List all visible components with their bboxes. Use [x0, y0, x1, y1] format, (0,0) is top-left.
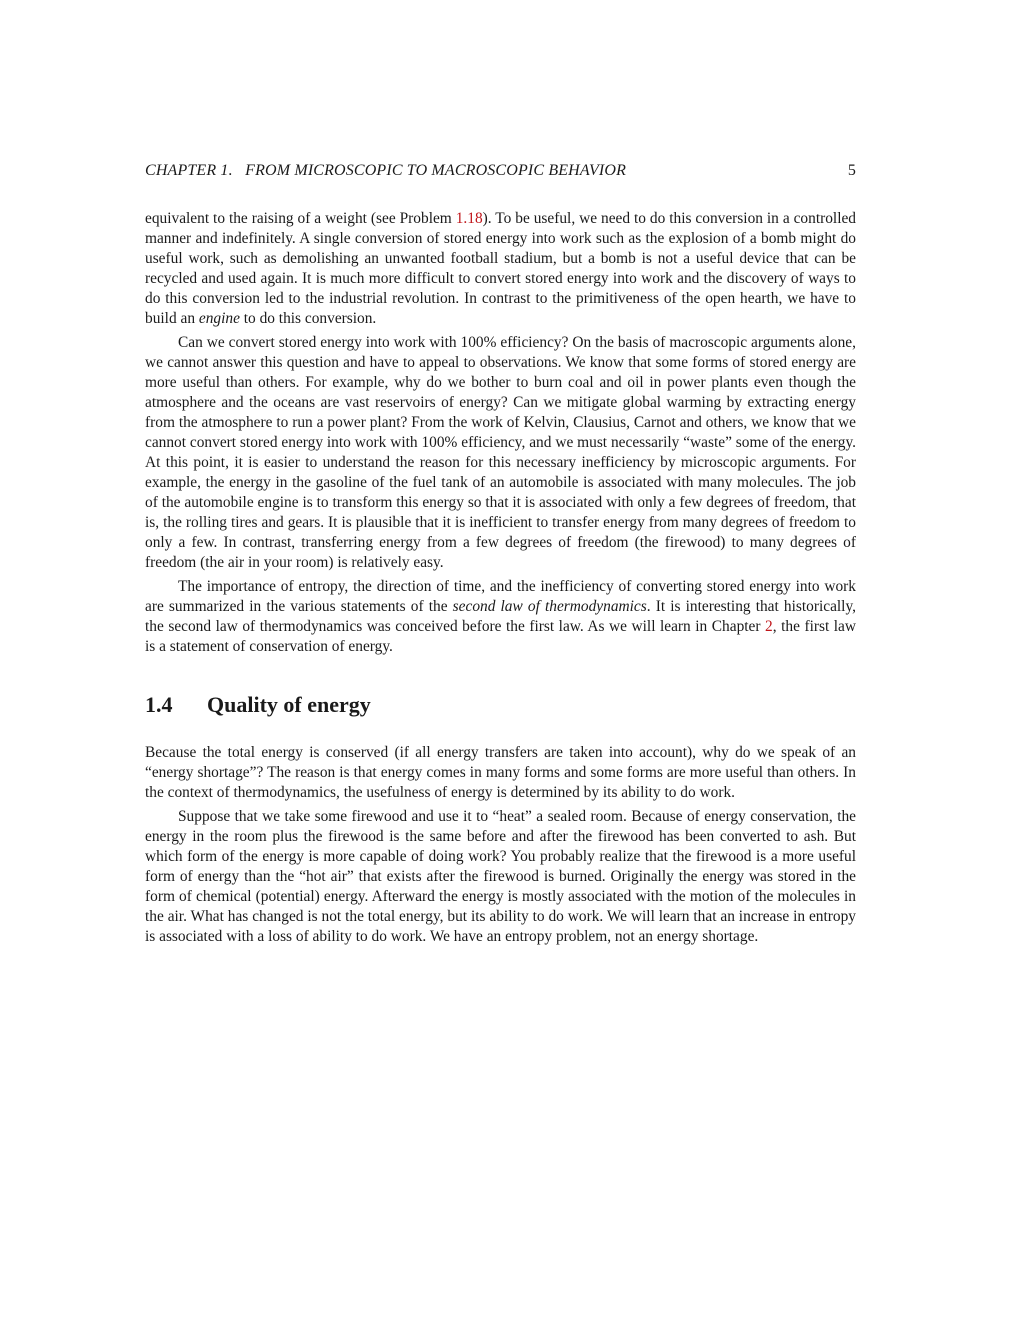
paragraph-3-text-c: , the first law is a statement of conservation of energy.	[145, 618, 856, 655]
engine-emphasis: engine	[198, 310, 240, 327]
paragraph-1-text-a: equivalent to the raising of a weight (see Problem	[145, 210, 456, 227]
chapter-label: CHAPTER 1.	[145, 162, 233, 179]
chapter-title: FROM MICROSCOPIC TO MACROSCOPIC BEHAVIOR	[245, 162, 627, 179]
paragraph-1-text-b: ). To be useful, we need to do this conversion in a controlled manner and indefinitely. A single conversion of stored energy into work such as the explosion of a bomb might do useful work, such as demolishing an unwanted football stadium, but a bomb is not a useful device that can be recycled and used again. It is much more difficult to convert stored energy into work and the discovery of ways to do this conversion led to the industrial revolution. In contrast to the primitiveness of the open hearth, we have to build an	[145, 210, 856, 327]
section-heading	[145, 691, 856, 719]
problem-ref-link[interactable]: 1.18	[455, 210, 483, 227]
running-head	[145, 162, 856, 182]
paragraph-1	[145, 209, 856, 329]
second-law-emphasis: second law of thermodynamics	[452, 598, 647, 615]
section-number: 1.4	[145, 692, 173, 717]
paragraph-3-text-b: . It is interesting that historically, the second law of thermodynamics was conceived before the first law. As we will learn in Chapter	[145, 598, 857, 635]
section-title: Quality of energy	[207, 692, 371, 717]
paragraph-4: Because the total energy is conserved (if all energy transfers are taken into account), why do we speak of an “energy shortage”? The reason is that energy comes in many forms and some forms are more useful than others. In the context of thermodynamics, the usefulness of energy is determined by its ability to do work.	[145, 744, 856, 801]
paragraph-3-text-a: The importance of entropy, the direction of time, and the inefficiency of converting stored energy into work are summarized in the various statements of the	[145, 578, 856, 615]
paragraph-1-text-c: to do this conversion.	[239, 310, 377, 327]
page-number: 5	[847, 162, 856, 179]
paragraph-3	[145, 577, 856, 657]
paragraph-2: Can we convert stored energy into work with 100% efficiency? On the basis of macroscopic arguments alone, we cannot answer this question and have to appeal to observations. We know that some forms of stored energy are more useful than others. For example, why do we bother to burn coal and oil in power plants even though the atmosphere and the oceans are vast reservoirs of energy? Can we mitigate global warming by extracting energy from the atmosphere to run a power plant? From the work of Kelvin, Clausius, Carnot and others, we know that we cannot convert stored energy into work with 100% efficiency, and we must necessarily “waste” some of the energy. At this point, it is easier to understand the reason for this necessary inefficiency by microscopic arguments. For example, the energy in the gasoline of the fuel tank of an automobile is associated with many molecules. The job of the automobile engine is to transform this energy so that it is associated with only a few degrees of freedom, that is, the rolling tires and gears. It is plausible that it is inefficient to transfer energy from many degrees of freedom to only a few. In contrast, transferring energy from a few degrees of freedom (the firewood) to many degrees of freedom (the air in your room) is relatively easy.	[145, 334, 856, 571]
paragraph-5: Suppose that we take some firewood and use it to “heat” a sealed room. Because of energy conservation, the energy in the room plus the firewood is the same before and after the firewood has been converted to ash. But which form of the energy is more capable of doing work? You probably realize that the firewood is a more useful form of energy than the “hot air” that exists after the firewood is burned. Originally the energy was stored in the form of chemical (potential) energy. Afterward the energy is mostly associated with the motion of the molecules in the air. What has changed is not the total energy, but its ability to do work. We will learn that an increase in entropy is associated with a loss of ability to do work. We have an entropy problem, not an energy shortage.	[145, 808, 856, 945]
chapter-ref-link[interactable]: 2	[765, 618, 773, 635]
body-text	[145, 209, 856, 947]
